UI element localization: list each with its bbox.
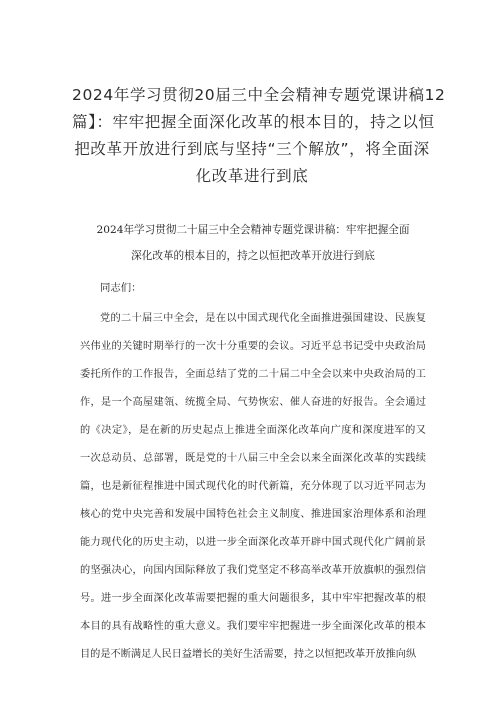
paragraph-line: 的坚强决心，向国内国际释放了我们党坚定不移高举改革开放旗帜的强烈信: [80, 565, 426, 576]
title-line: 化改革进行到底: [195, 167, 309, 185]
paragraph-line: 号。进一步全面深化改革需要把握的重大问题很多，其中牢牢把握改革的根: [80, 593, 426, 604]
title-line: 篇】：牢牢把握全面深化改革的根本目的，持之以恒: [72, 113, 435, 131]
speech-title-line: 深化改革的根本目的，持之以恒把改革开放进行到底: [131, 250, 375, 262]
document-title: [72, 82, 446, 190]
paragraph-line: 篇，也是新征程推进中国式现代化的时代新篇，充分体现了以习近平同志为: [80, 481, 426, 492]
paragraph-line: 兴伟业的关键时期举行的一次十分重要的会议。习近平总书记受中央政治局: [80, 341, 426, 352]
paragraph-line: 的《决定》，是在新的历史起点上推进全面深化改革向广度和深度进军的又: [80, 425, 426, 436]
paragraph-line: 一次总动员、总部署，既是党的十八届三中全会以来全面深化改革的实践续: [80, 453, 426, 464]
document-body: [80, 217, 426, 669]
speech-title: [80, 217, 426, 269]
title-line: 2024年学习贯彻20届三中全会精神专题党课讲稿12: [72, 86, 446, 104]
greeting: 同志们：: [100, 282, 142, 294]
paragraph-line: 本目的具有战略性的重大意义。我们要牢牢把握进一步全面深化改革的根本: [80, 621, 426, 632]
paragraph-line: 委托所作的工作报告，全面总结了党的二十届二中全会以来中央政治局的工: [80, 369, 426, 380]
paragraph-line: 目的是不断满足人民日益增长的美好生活需要，持之以恒把改革开放推向纵: [80, 649, 417, 660]
paragraph-line: 核心的党中央完善和发展中国特色社会主义制度、推进国家治理体系和治理: [80, 509, 426, 520]
speech-title-line: 2024年学习贯彻二十届三中全会精神专题党课讲稿：牢牢把握全面: [96, 224, 410, 236]
title-line: 把改革开放进行到底与坚持“三个解放”，将全面深: [74, 140, 430, 158]
paragraph-line: 能力现代化的历史主动，以进一步全面深化改革开辟中国式现代化广阔前景: [80, 537, 426, 548]
paragraph-line: 党的二十届三中全会，是在以中国式现代化全面推进强国建设、民族复: [100, 313, 426, 324]
body-paragraph: [80, 305, 426, 669]
paragraph-line: 作，是一个高屋建瓴、统揽全局、气势恢宏、催人奋进的好报告。全会通过: [80, 397, 426, 408]
